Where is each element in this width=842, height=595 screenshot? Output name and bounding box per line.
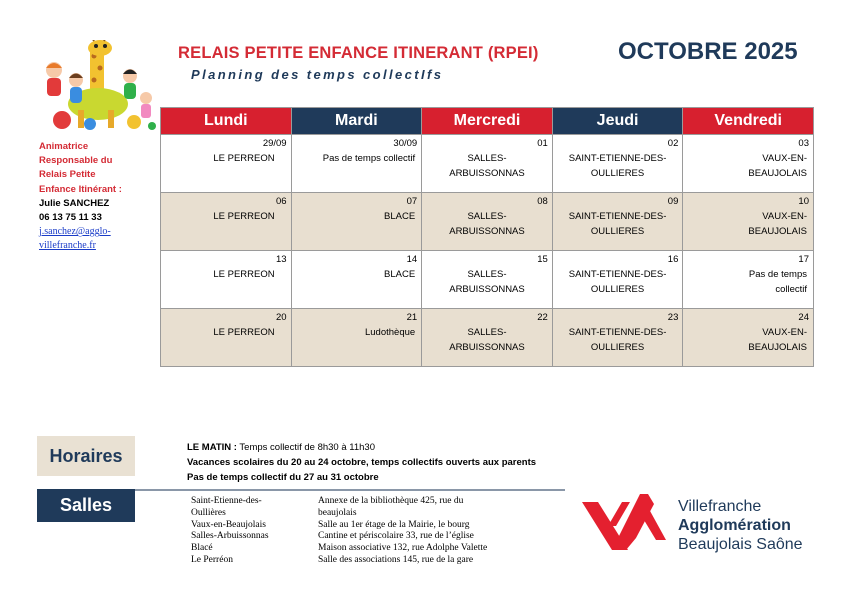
day-cell bbox=[422, 309, 553, 367]
planning-table bbox=[160, 107, 814, 367]
cell-location: VAUX-EN- bbox=[762, 327, 807, 338]
day-cell bbox=[422, 135, 553, 193]
cell-date: 16 bbox=[667, 254, 679, 265]
cell-date: 03 bbox=[798, 138, 809, 149]
room-row bbox=[191, 555, 508, 567]
contact-role: Animatrice Responsable du Relais Petite Enfance Itinérant : bbox=[39, 141, 122, 195]
cell-location: LE PERREON bbox=[213, 269, 275, 280]
room-place: Saint-Etienne-des- Oullières bbox=[191, 496, 262, 518]
cell-location: BEAUJOLAIS bbox=[748, 168, 807, 179]
cell-date: 20 bbox=[276, 312, 287, 323]
cell-date: 08 bbox=[537, 196, 548, 207]
room-place: Le Perréon bbox=[191, 554, 233, 565]
horaires-label: Horaires bbox=[37, 436, 135, 476]
day-cell bbox=[291, 251, 422, 309]
children-giraffe-illustration bbox=[38, 40, 160, 136]
cell-location: SAINT-ETIENNE-DES- bbox=[568, 211, 667, 222]
room-row bbox=[191, 543, 508, 555]
cell-date: 06 bbox=[276, 196, 287, 207]
day-cell bbox=[291, 309, 422, 367]
cell-location: SAINT-ETIENNE-DES- bbox=[568, 153, 667, 164]
cell-location: BLACE bbox=[384, 211, 416, 222]
cell-location: ARBUISSONNAS bbox=[449, 284, 525, 295]
cell-location: OULLIERES bbox=[590, 284, 645, 295]
horaires-details bbox=[187, 440, 536, 485]
page-title: RELAIS PETITE ENFANCE ITINERANT (RPEI) bbox=[178, 44, 539, 62]
cell-location: collectif bbox=[775, 284, 807, 295]
room-place: Vaux-en-Beaujolais bbox=[191, 519, 266, 530]
contact-phone: 06 13 75 11 33 bbox=[39, 212, 102, 224]
room-row bbox=[191, 520, 508, 532]
day-cell bbox=[683, 135, 814, 193]
cell-location: LE PERREON bbox=[213, 153, 275, 164]
day-cell bbox=[291, 135, 422, 193]
cell-location: BEAUJOLAIS bbox=[748, 226, 807, 237]
cell-location: SALLES- bbox=[467, 269, 507, 280]
page-subtitle: Planning des temps collectIfs bbox=[191, 67, 444, 82]
cell-location: Ludothèque bbox=[364, 327, 416, 338]
cell-location: Pas de temps bbox=[748, 269, 807, 280]
cell-date: 29/09 bbox=[262, 138, 287, 149]
horaires-no-session: Pas de temps collectif du 27 au 31 octobre bbox=[187, 472, 379, 483]
horaires-matin: LE MATIN : Temps collectif de 8h30 à 11h30 bbox=[187, 442, 375, 453]
cell-location: BLACE bbox=[384, 269, 416, 280]
day-cell bbox=[552, 309, 683, 367]
day-cell bbox=[161, 135, 292, 193]
cell-location: VAUX-EN- bbox=[762, 211, 807, 222]
day-cell bbox=[422, 251, 553, 309]
salles-divider bbox=[135, 489, 565, 491]
day-cell bbox=[552, 193, 683, 251]
room-row bbox=[191, 496, 508, 520]
cell-location: VAUX-EN- bbox=[762, 153, 807, 164]
cell-location: SAINT-ETIENNE-DES- bbox=[568, 327, 667, 338]
contact-name: Julie SANCHEZ bbox=[39, 197, 110, 209]
cell-location: OULLIERES bbox=[590, 168, 645, 179]
cell-date: 14 bbox=[406, 254, 418, 265]
day-header-thursday: Jeudi bbox=[552, 108, 683, 135]
week-row-1 bbox=[161, 135, 814, 193]
cell-location: ARBUISSONNAS bbox=[449, 226, 525, 237]
room-address: Cantine et périscolaire 33, rue de l’église bbox=[318, 531, 474, 542]
contact-block bbox=[39, 140, 151, 254]
cell-date: 21 bbox=[406, 312, 418, 323]
cell-date: 02 bbox=[667, 138, 679, 149]
agglo-logo-text bbox=[678, 497, 803, 554]
room-place: Blacé bbox=[191, 543, 213, 554]
day-cell bbox=[291, 193, 422, 251]
cell-location: LE PERREON bbox=[213, 211, 275, 222]
cell-location: BEAUJOLAIS bbox=[748, 342, 807, 353]
day-cell bbox=[161, 193, 292, 251]
day-cell bbox=[422, 193, 553, 251]
room-address: Salle des associations 145, rue de la gare bbox=[318, 554, 474, 565]
cell-date: 23 bbox=[667, 312, 679, 323]
cell-date: 09 bbox=[667, 196, 679, 207]
agglo-logo-icon bbox=[578, 486, 670, 558]
cell-location: LE PERREON bbox=[213, 327, 275, 338]
week-row-2 bbox=[161, 193, 814, 251]
cell-location: OULLIERES bbox=[590, 226, 645, 237]
day-cell bbox=[552, 251, 683, 309]
day-cell bbox=[683, 193, 814, 251]
cell-date: 15 bbox=[537, 254, 548, 265]
day-header-friday: Vendredi bbox=[683, 108, 814, 135]
cell-date: 07 bbox=[406, 196, 418, 207]
room-place: Salles-Arbuissonnas bbox=[191, 531, 269, 542]
cell-location: Pas de temps collectif bbox=[322, 153, 416, 164]
day-cell bbox=[552, 135, 683, 193]
cell-date: 01 bbox=[537, 138, 548, 149]
cell-date: 13 bbox=[276, 254, 287, 265]
cell-location: SALLES- bbox=[467, 211, 507, 222]
day-cell bbox=[683, 309, 814, 367]
cell-date: 17 bbox=[798, 254, 809, 265]
horaires-vacances: Vacances scolaires du 20 au 24 octobre, temps collectifs ouverts aux parents bbox=[187, 457, 537, 468]
cell-location: OULLIERES bbox=[590, 342, 645, 353]
cell-location: ARBUISSONNAS bbox=[449, 168, 525, 179]
month-title: OCTOBRE 2025 bbox=[618, 38, 798, 65]
week-row-3 bbox=[161, 251, 814, 309]
room-address: Salle au 1er étage de la Mairie, le bourg bbox=[318, 519, 470, 530]
brand-line-1: Villefranche bbox=[678, 498, 762, 515]
contact-email-link[interactable]: j.sanchez@agglo- villefranche.fr bbox=[39, 226, 111, 252]
cell-location: ARBUISSONNAS bbox=[449, 342, 525, 353]
cell-date: 10 bbox=[798, 196, 809, 207]
cell-date: 30/09 bbox=[393, 138, 418, 149]
day-header-wednesday: Mercredi bbox=[422, 108, 553, 135]
cell-location: SALLES- bbox=[467, 153, 507, 164]
salles-label: Salles bbox=[37, 489, 135, 522]
rooms-list bbox=[191, 496, 508, 567]
day-header-tuesday: Mardi bbox=[291, 108, 422, 135]
cell-location: SALLES- bbox=[467, 327, 507, 338]
room-address: Maison associative 132, rue Adolphe Valette bbox=[318, 543, 488, 554]
cell-date: 24 bbox=[798, 312, 809, 323]
brand-line-3: Beaujolais Saône bbox=[678, 536, 803, 553]
room-address: Annexe de la bibliothèque 425, rue du beaujolais bbox=[318, 496, 464, 518]
day-cell bbox=[161, 251, 292, 309]
cell-location: SAINT-ETIENNE-DES- bbox=[568, 269, 667, 280]
day-header-row bbox=[161, 108, 814, 135]
day-header-monday: Lundi bbox=[161, 108, 292, 135]
week-row-4 bbox=[161, 309, 814, 367]
cell-date: 22 bbox=[537, 312, 548, 323]
day-cell bbox=[161, 309, 292, 367]
day-cell bbox=[683, 251, 814, 309]
brand-line-2: Agglomération bbox=[678, 517, 791, 534]
room-row bbox=[191, 531, 508, 543]
